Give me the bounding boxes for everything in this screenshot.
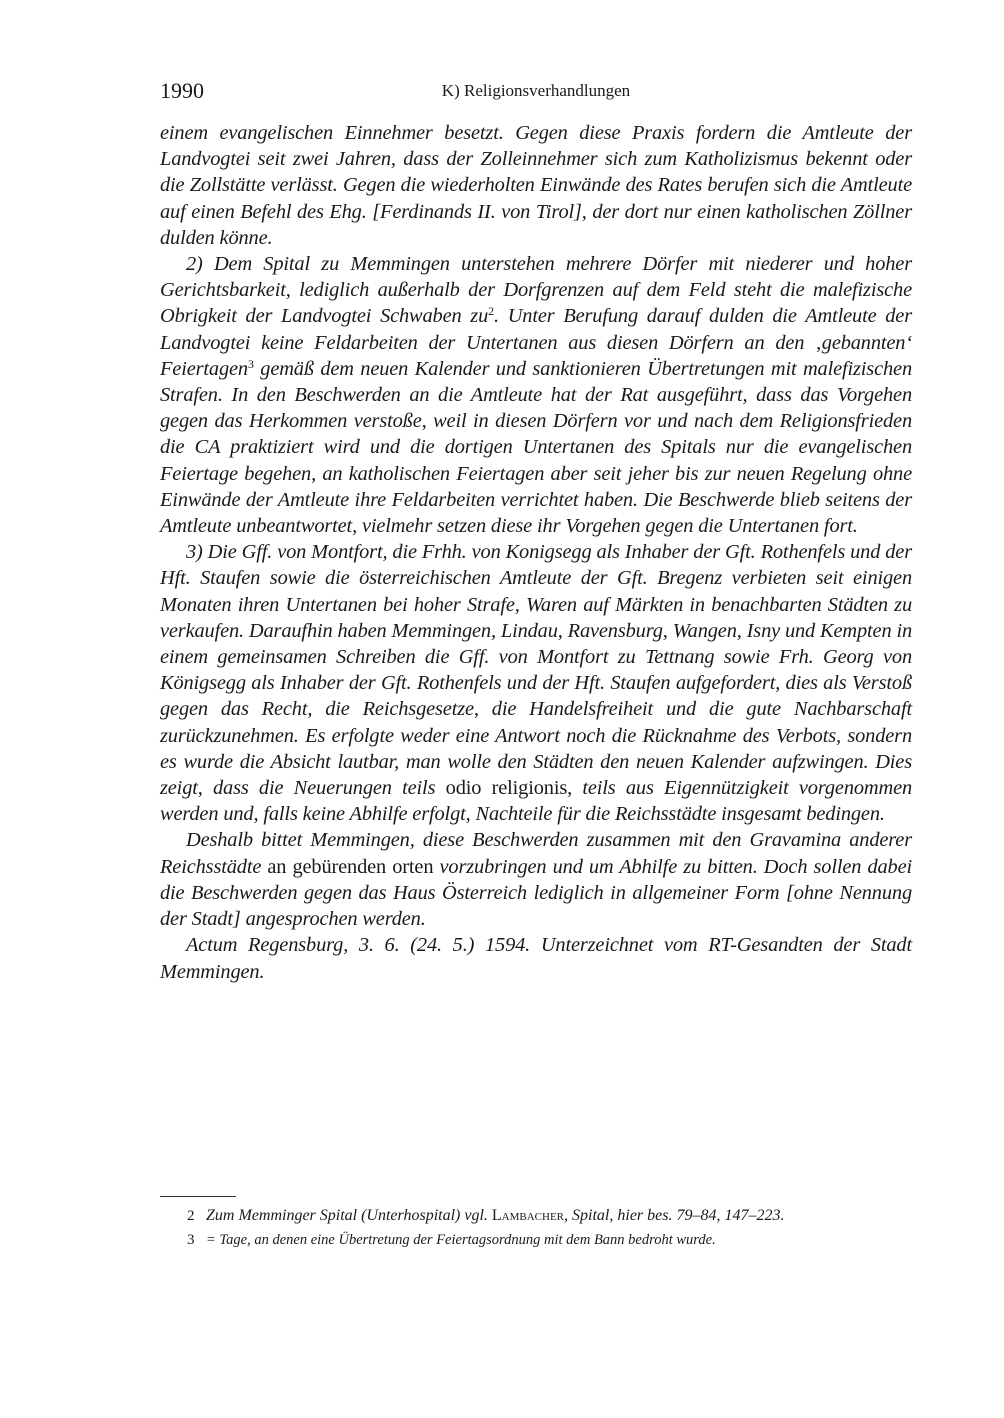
- paragraph-2: [160, 251, 912, 539]
- footnote-number: 3: [187, 1232, 195, 1248]
- paragraph-2-text-b: . Unter Berufung darauf dulden die Amtleute der Landvogtei keine Feldarbeiten der Untertanen aus diesen Dörfern an den ‚gebannten‘ Feiertagen: [160, 305, 912, 380]
- footnote-3: [160, 1228, 912, 1252]
- latin-phrase: odio religionis: [445, 777, 568, 800]
- footnote-ref-3[interactable]: 3: [247, 356, 254, 371]
- paragraph-3-text-b: , teils aus Eigennützigkeit vorgenommen werden und, falls keine Abhilfe erfolgt, Nachteile für die Reichsstädte insgesamt bedingen.: [160, 777, 913, 826]
- paragraph-4: [160, 827, 912, 932]
- paragraph-2-text-a: 2) Dem Spital zu Memmingen unterstehen mehrere Dörfer mit niederer und hoher Gerichtsbarkeit, lediglich außerhalb der Dorfgrenzen auf dem Feld steht die malefizische Obrigkeit der Landvogtei Schwaben zu: [160, 253, 912, 328]
- page-number: 1990: [160, 78, 204, 103]
- running-title: K) Religionsverhandlungen: [441, 81, 631, 100]
- paragraph-1: einem evangelischen Einnehmer besetzt. Gegen diese Praxis fordern die Amtleute der Landvogtei seit zwei Jahren, dass der Zolleinnehmer sich zum Katholizismus bekennt oder die Zollstätte verlässt. Gegen die wiederholten Einwände des Rates berufen sich die Amtleute auf einen Befehl des Ehg. [Ferdinands II. von Tirol], der dort nur einen katholischen Zöllner dulden könne.: [160, 122, 912, 249]
- footnote-2-text-b: , Spital, hier bes. 79–84, 147–223.: [564, 1207, 785, 1224]
- paragraph-3: [160, 539, 912, 827]
- running-header: [160, 78, 912, 110]
- footnote-number: 2: [187, 1208, 195, 1224]
- footnote-separator: [160, 1196, 236, 1197]
- paragraph-5: Actum Regensburg, 3. 6. (24. 5.) 1594. Unterzeichnet vom RT-Gesandten der Stadt Memmingen.: [160, 934, 912, 983]
- footnotes: [160, 1204, 912, 1252]
- paragraph-2-text-c: gemäß dem neuen Kalender und sanktionieren Übertretungen mit malefizischen Strafen. In den Beschwerden an die Amtleute hat der Rat ausgeführt, dass das Vorgehen gegen das Herkommen verstoße, weil in diesen Dörfern vor und nach dem Religionsfrieden die CA praktiziert wird und die dortigen Untertanen des Spitals nur die evangelischen Feiertage begehen, an katholischen Feiertagen aber seit jeher bis zur neuen Regelung ohne Einwände der Amtleute ihre Feldarbeiten verrichtet haben. Die Beschwerde blieb seitens der Amtleute unbeantwortet, vielmehr setzen diese ihr Vorgehen gegen die Untertanen fort.: [160, 357, 912, 538]
- body-text: [160, 120, 912, 985]
- footnote-2-text-a: Zum Memminger Spital (Unterhospital) vgl.: [206, 1207, 492, 1224]
- footnote-2-author: Lambacher: [491, 1207, 565, 1224]
- quoted-phrase: an gebürenden orten: [267, 855, 434, 878]
- paragraph-3-text-a: 3) Die Gff. von Montfort, die Frhh. von Konigsegg als Inhaber der Gft. Rothenfels und der Hft. Staufen sowie die österreichischen Amtleute der Gft. Bregenz verbieten seit einigen Monaten ihren Untertanen bei hoher Strafe, Waren auf Märkten in benachbarten Städten zu verkaufen. Daraufhin haben Memmingen, Lindau, Ravensburg, Wangen, Isny und Kempten in einem gemeinsamen Schreiben die Gff. von Montfort zu Tettnang sowie Frh. Georg von Königsegg als Inhaber der Gft. Rothenfels und der Hft. Staufen aufgefordert, dies als Verstoß gegen das Recht, die Reichsgesetze, die Handelsfreiheit und die gute Nachbarschaft zurückzunehmen. Es erfolgte weder eine Antwort noch die Rücknahme des Verbots, sondern es wurde die Absicht lautbar, man wolle den Städten den neuen Kalender aufzwingen. Dies zeigt, dass die Neuerungen teils: [160, 541, 912, 800]
- paragraph-4-text-b: vorzubringen und um Abhilfe zu bitten. Doch sollen dabei die Beschwerden gegen das Haus Österreich lediglich in allgemeiner Form [ohne Nennung der Stadt] angesprochen werden.: [160, 855, 912, 931]
- footnote-3-text: = Tage, an denen eine Übertretung der Feiertagsordnung mit dem Bann bedroht wurde.: [206, 1232, 716, 1248]
- footnote-ref-2[interactable]: 2: [488, 304, 495, 319]
- footnote-2: [160, 1204, 912, 1228]
- page: [160, 78, 912, 985]
- paragraph-4-text-a: Deshalb bittet Memmingen, diese Beschwerden zusammen mit den Gravamina anderer Reichsstädte: [160, 829, 912, 878]
